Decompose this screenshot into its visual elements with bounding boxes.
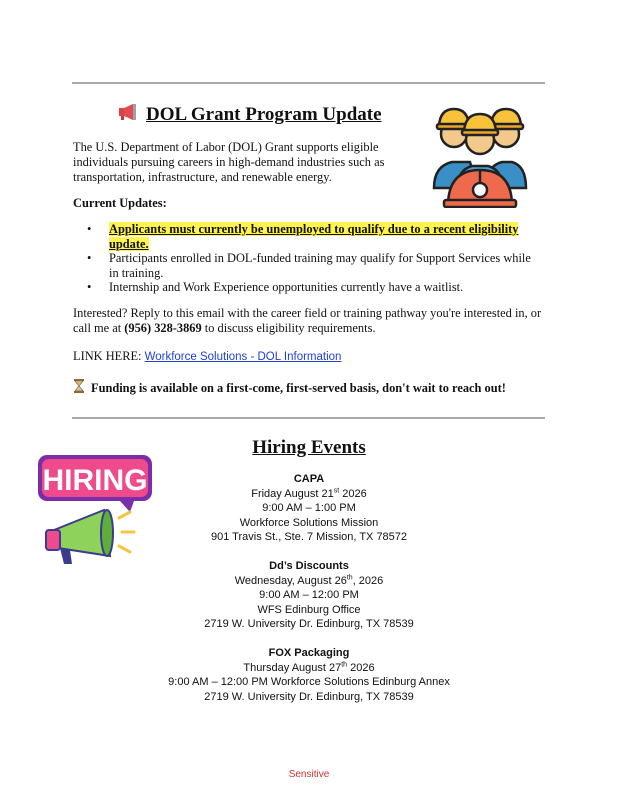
section-divider [72,417,545,419]
list-item [109,280,543,295]
dol-title: DOL Grant Program Update [146,104,382,125]
event-address: 901 Travis St., Ste. 7 Mission, TX 78572 [210,531,408,544]
sensitivity-label: Sensitive [288,769,330,780]
event-item [130,559,488,632]
hiring-title: Hiring Events [252,437,366,458]
interested-text-end: to discuss eligibility requirements. [201,321,376,335]
interested-paragraph [73,306,543,336]
dol-title-row [118,103,382,127]
link-prefix: LINK HERE: [73,349,145,363]
event-name: FOX Packaging [268,646,350,659]
event-date: Thursday August 27th 2026 [243,660,375,674]
event-date: Wednesday, August 26th, 2026 [234,573,384,587]
event-time: 9:00 AM – 12:00 PM Workforce Solutions Edinburg Annex [168,676,450,689]
list-item [109,222,543,251]
hourglass-icon [73,379,85,397]
events-list [130,472,488,718]
interested-text: Interested? Reply to this email with the career field or training pathway you're interested in, or call me at [73,306,542,335]
event-date: Friday August 21st 2026 [251,486,367,500]
event-item [130,472,488,545]
funding-note [73,379,506,397]
highlighted-update: Applicants must currently be unemployed to qualify due to a recent eligibility update. [109,222,519,251]
event-address: 2719 W. University Dr. Edinburg, TX 78539 [204,618,414,631]
event-name: Dd’s Discounts [269,559,349,572]
event-location: Workforce Solutions Mission [239,516,379,529]
update-text: Internship and Work Experience opportunities currently have a waitlist. [109,280,464,294]
dol-information-link[interactable]: Workforce Solutions - DOL Information [144,351,342,363]
event-item [130,646,488,704]
top-divider [72,82,545,84]
hiring-badge-text: HIRING [42,464,148,497]
list-item [109,251,543,280]
megaphone-icon [118,103,140,127]
event-time: 9:00 AM – 12:00 PM [259,589,359,602]
workers-icon [430,104,530,213]
link-line [73,349,341,364]
event-address: 2719 W. University Dr. Edinburg, TX 78539 [204,690,414,703]
funding-text: Funding is available on a first-come, first-served basis, don't wait to reach out! [91,380,506,395]
current-updates-label: Current Updates: [73,196,167,210]
event-time: 9:00 AM – 1:00 PM [262,502,356,515]
update-text: Participants enrolled in DOL-funded training may qualify for Support Services while in training. [109,251,531,280]
event-location: WFS Edinburg Office [257,603,361,616]
event-name: CAPA [293,473,325,485]
updates-list [73,222,543,295]
phone-number: (956) 328-3869 [124,321,202,335]
dol-intro: The U.S. Department of Labor (DOL) Grant supports eligible individuals pursuing careers in high-demand industries such as transportation, infrastructure, and renewable energy. [73,140,385,184]
